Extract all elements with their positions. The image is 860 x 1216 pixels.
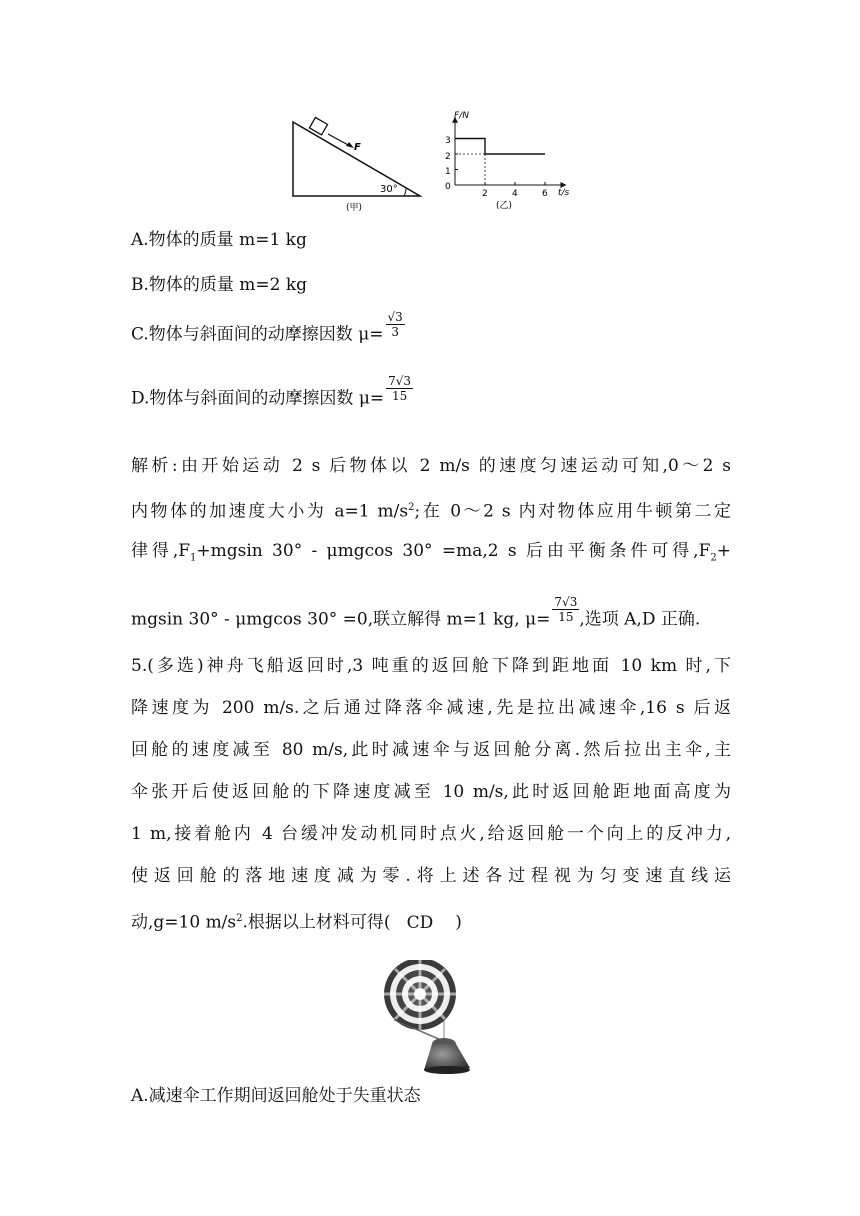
q4-option-c-text: C.物体与斜面间的动摩擦因数 μ= [131, 324, 384, 345]
incline-figure [288, 112, 428, 212]
analysis-line-4: mgsin 30° - μmgcos 30° =0,联立解得 m=1 kg, μ= $\frac{7√3}{15}$ ,选项 A,D 正确. [131, 595, 701, 630]
incline-caption: (甲) [346, 203, 363, 212]
analysis-fraction [552, 595, 579, 624]
fraction-numerator: 7√3 [388, 374, 412, 388]
answer-choice: CD [406, 912, 434, 933]
x-tick-4: 4 [512, 189, 518, 199]
q4-option-a: A.物体的质量 m=1 kg [131, 230, 307, 250]
force-series-line [455, 139, 545, 155]
analysis-line-1: 解析:由开始运动 2 s 后物体以 2 m/s 的速度匀速运动可知,0～2 s [131, 456, 731, 476]
incline-triangle [293, 122, 420, 196]
force-arrowhead [346, 142, 354, 148]
fraction-numerator: √3 [387, 310, 403, 324]
angle-arc [404, 188, 406, 196]
block [309, 117, 327, 134]
analysis-line-3: 律得$,F_1+mgsin$ 30° - μmgcos 30° =ma,2 s 后由平衡条件可得$,F_2+$ [131, 541, 731, 564]
question5-line-6: 使返回舱的落地速度减为零.将上述各过程视为匀变速直线运 [131, 866, 731, 886]
question5-line-3: 回舱的速度减至 80 m/s,此时减速伞与返回舱分离.然后拉出主伞,主 [131, 740, 731, 760]
question5-line-2: 降速度为 200 m/s.之后通过降落伞减速,先是拉出减速伞,16 s 后返 [131, 698, 731, 718]
question5-option-a: A.减速伞工作期间返回舱处于失重状态 [131, 1086, 421, 1106]
y-tick-2: 2 [445, 152, 451, 162]
q4-option-d-text: D.物体与斜面间的动摩擦因数 μ= [131, 388, 385, 409]
parachute-capsule-illustration [374, 960, 484, 1075]
y-tick-3: 3 [445, 136, 451, 146]
fraction-denominator: 15 [391, 389, 408, 403]
question5-line-7: 动,g=10 $m/s^2$.根据以上材料可得( CD ) [131, 912, 462, 933]
question5-line-5: 1 m,接着舱内 4 台缓冲发动机同时点火,给返回舱一个向上的反冲力, [131, 824, 731, 844]
y-tick-1: 1 [445, 167, 451, 177]
analysis-line-2: 内物体的加速度大小为 a=1 $m/s^2$;在 0～2 s 内对物体应用牛顿第二定 [131, 501, 731, 522]
force-label: F [354, 142, 361, 153]
fraction-numerator: 7√3 [554, 595, 578, 609]
q4-option-d [131, 374, 413, 413]
q4-option-c-fraction [386, 310, 405, 339]
y-tick-0: 0 [445, 182, 451, 192]
graph-xlabel: t/s [558, 188, 570, 198]
fraction-denominator: 15 [558, 610, 574, 624]
question5-line-1: 5.(多选)神舟飞船返回时,3 吨重的返回舱下降到距地面 10 km 时,下 [131, 656, 731, 676]
q4-option-b: B.物体的质量 m=2 kg [131, 275, 308, 295]
graph-caption: (乙) [496, 201, 513, 211]
q4-option-c [131, 310, 405, 349]
return-capsule [424, 1038, 470, 1074]
q4-option-d-fraction [386, 374, 413, 403]
x-tick-6: 6 [542, 189, 548, 199]
force-time-graph [440, 104, 580, 214]
x-tick-2: 2 [482, 189, 488, 199]
parachute-canopy [384, 960, 456, 1030]
fraction-denominator: 3 [391, 325, 399, 339]
graph-ylabel: F/N [454, 111, 469, 121]
angle-label: 30° [380, 184, 398, 195]
question5-line-4: 伞张开后使返回舱的下降速度减至 10 m/s,此时返回舱距地面高度为 [131, 782, 731, 802]
